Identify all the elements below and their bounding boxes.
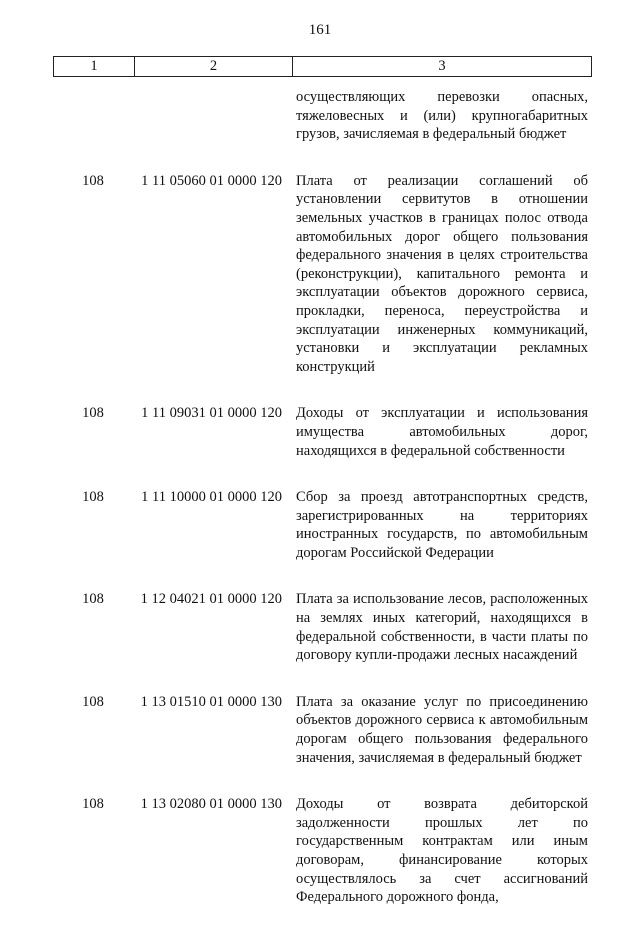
admin-code-cell: 108 [82, 796, 104, 813]
page-number: 161 [308, 22, 332, 38]
table-row [53, 693, 588, 767]
column-header-2: 2 [135, 57, 293, 77]
description-cell: Доходы от возврата дебиторской задолженности прошлых лет по государственным контрактам или иным договорам, финансирование которых осуществлялось за счет ассигнований Федерального дорожного фонда, [296, 796, 588, 906]
admin-code-cell: 108 [82, 172, 104, 189]
table-row [53, 795, 588, 907]
description-cell: Доходы от эксплуатации и использования имущества автомобильных дорог, находящихся в федеральной собственности [296, 405, 588, 459]
admin-code-cell: 108 [82, 591, 104, 608]
admin-code-cell: 108 [82, 405, 104, 422]
budget-code-cell: 1 11 10000 01 0000 120 [141, 489, 282, 506]
admin-code-cell: 108 [82, 693, 104, 710]
budget-code-cell: 1 11 09031 01 0000 120 [141, 405, 282, 422]
admin-code-cell: 108 [82, 489, 104, 506]
description-cell: Плата за использование лесов, расположенных на землях иных категорий, находящихся в федеральной собственности, в части платы по договору купли-продажи лесных насаждений [296, 591, 588, 664]
table-body [53, 78, 588, 935]
column-header-table [53, 56, 592, 77]
table-row [53, 590, 588, 664]
column-header-row [54, 57, 592, 77]
admin-code-cell [53, 88, 133, 144]
table-row [53, 488, 588, 562]
continuation-row [53, 88, 588, 144]
description-cell: Сбор за проезд автотранспортных средств, зарегистрированных на территориях иностранных государств, по автомобильным дорогам Российской Федерации [296, 489, 588, 561]
budget-code-cell: 1 11 05060 01 0000 120 [141, 172, 282, 189]
column-header-1: 1 [54, 57, 135, 77]
table-row [53, 172, 588, 377]
column-header-3: 3 [293, 57, 592, 77]
budget-code-cell: 1 13 02080 01 0000 130 [140, 796, 282, 813]
table-row [53, 404, 588, 460]
description-cell: Плата за оказание услуг по присоединению объектов дорожного сервиса к автомобильным дорогам общего пользования федерального значения, зачисляемая в федеральный бюджет [296, 693, 588, 766]
description-cell: Плата от реализации соглашений об установлении сервитутов в отношении земельных участков в границах полос отвода автомобильных дорог общего пользования федерального значения в целях строительства (реконструкции), капитального ремонта и эксплуатации объектов дорожного сервиса, прокладки, переноса, переустройства и эксплуатации инженерных коммуникаций, установки и эксплуатации рекламных конструкций [296, 172, 588, 375]
description-cell: осуществляющих перевозки опасных, тяжеловесных и (или) крупногабаритных грузов, зачисляемая в федеральный бюджет [296, 89, 588, 143]
budget-code-cell [133, 88, 290, 144]
budget-code-cell: 1 13 01510 01 0000 130 [140, 693, 282, 710]
budget-code-cell: 1 12 04021 01 0000 120 [140, 591, 282, 608]
